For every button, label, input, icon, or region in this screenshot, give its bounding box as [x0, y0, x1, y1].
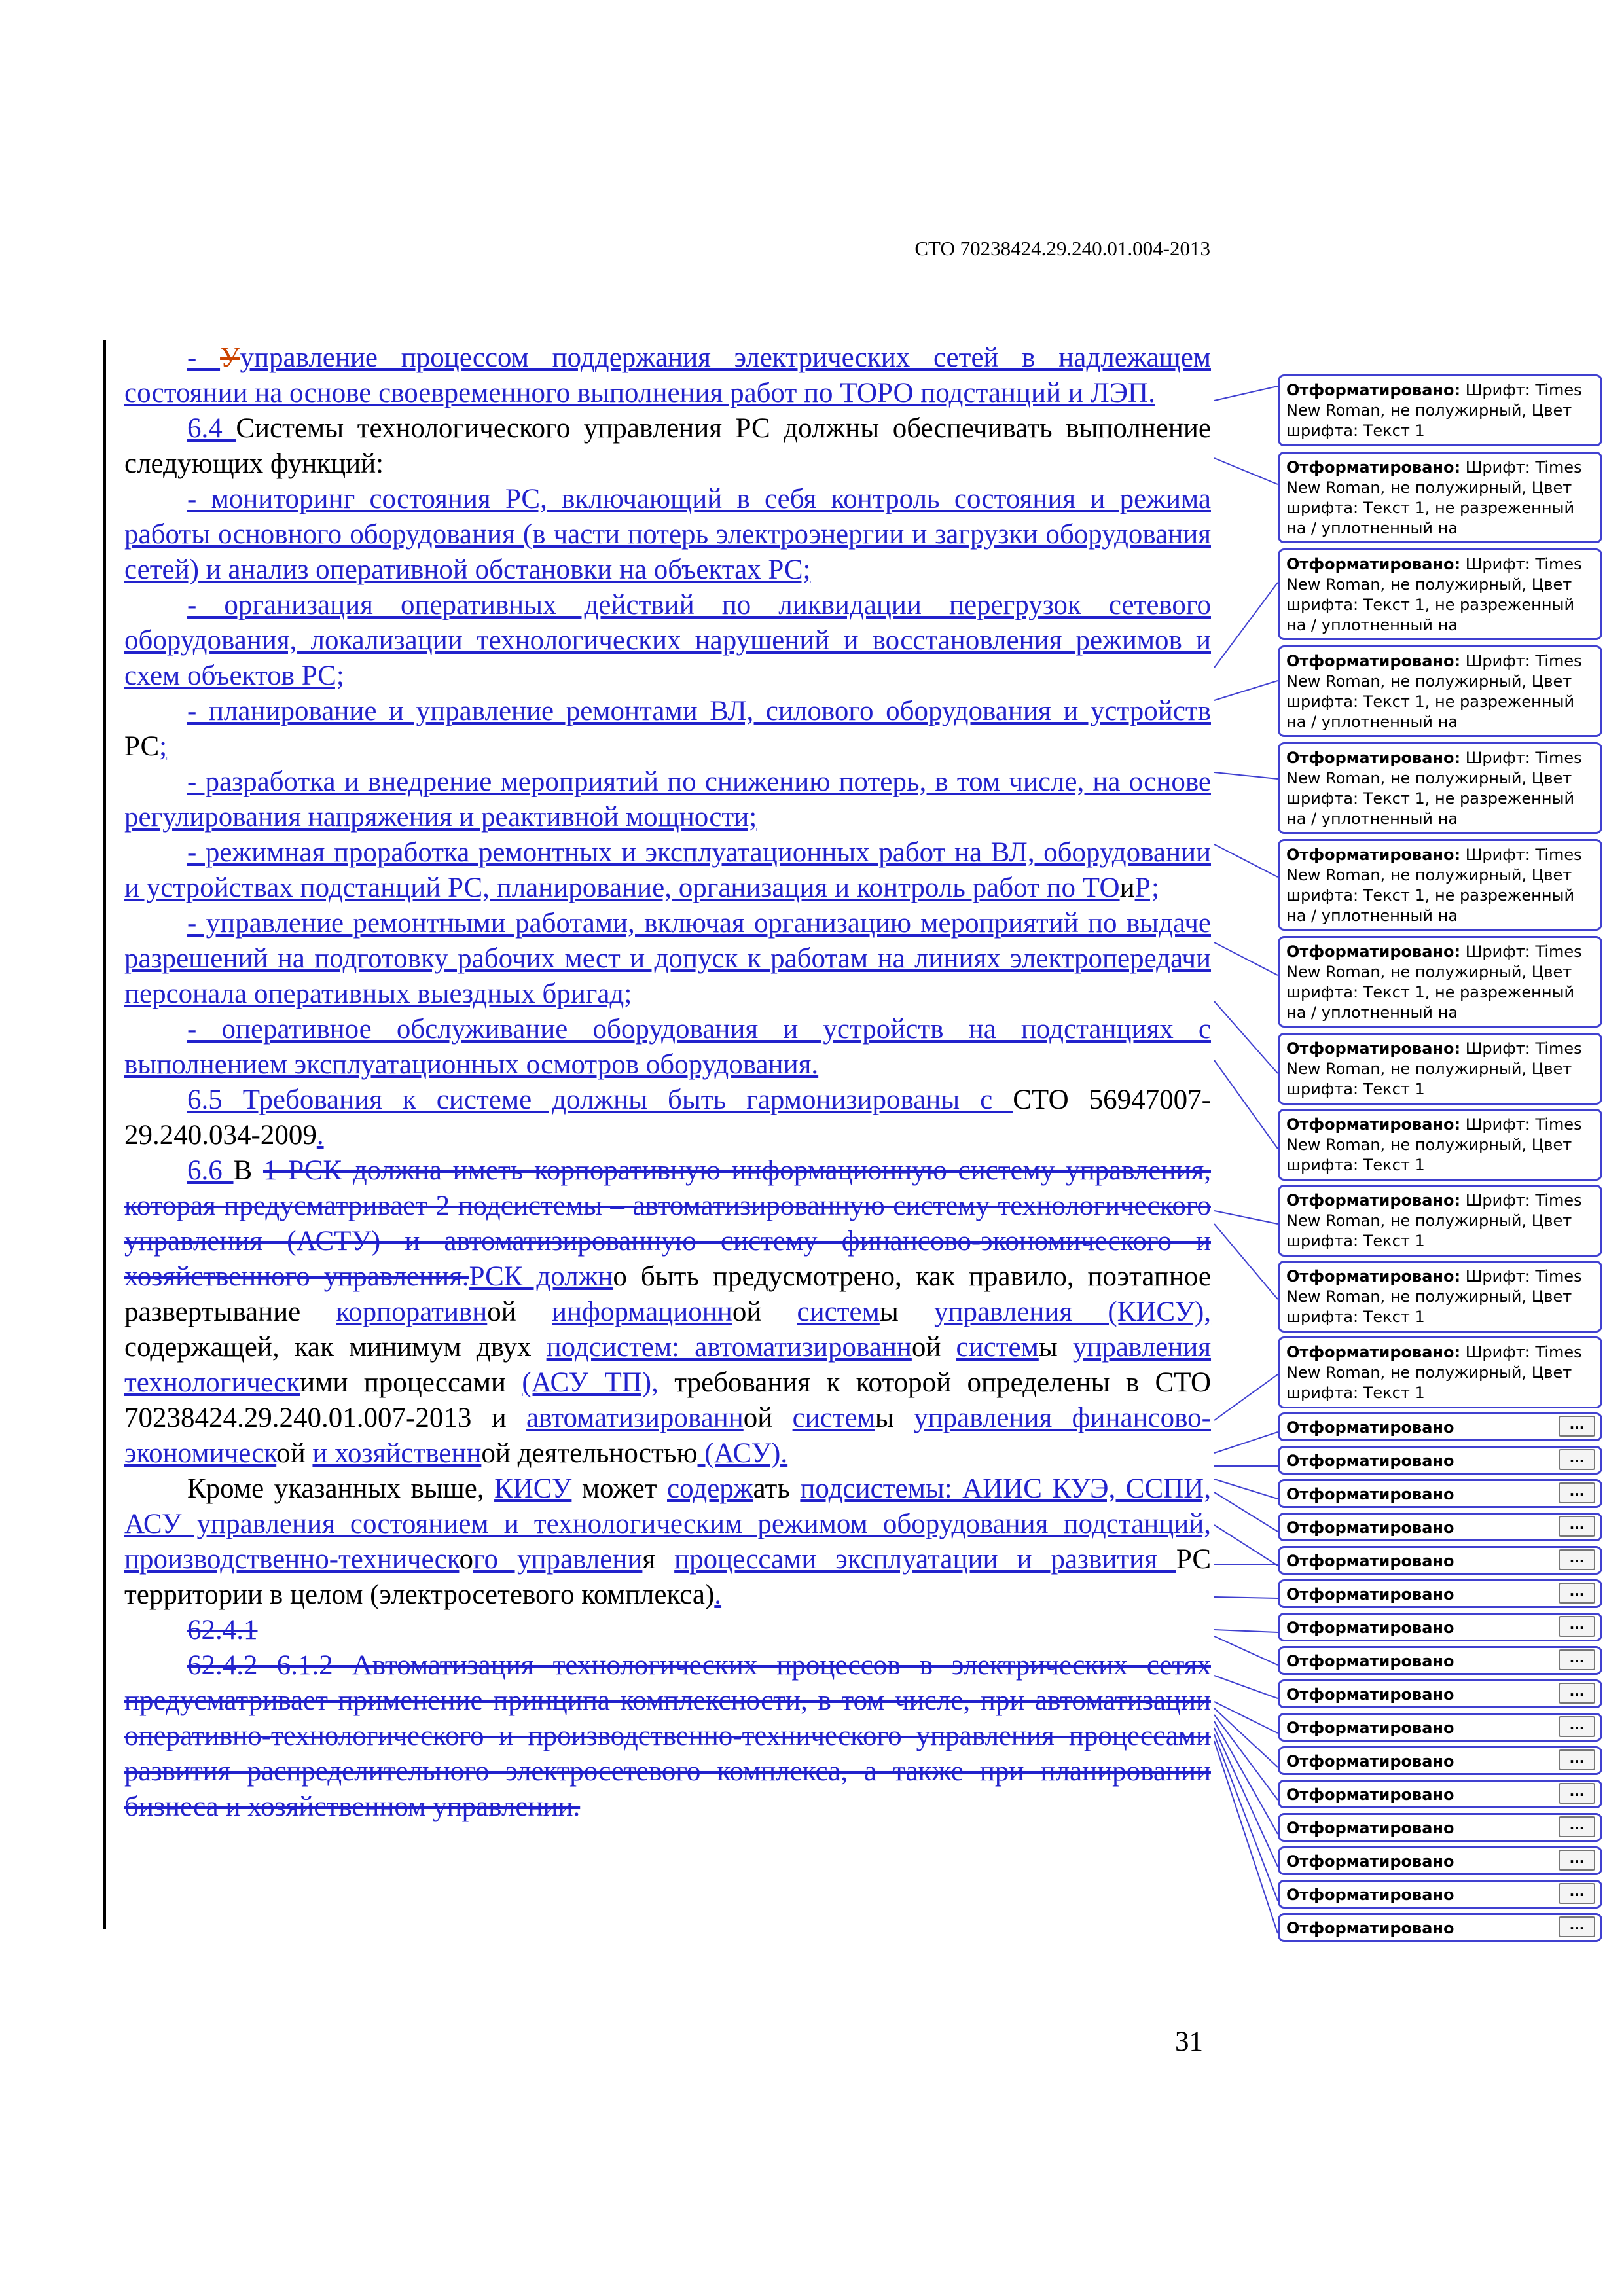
more-button[interactable]: ... — [1559, 1850, 1595, 1871]
balloon-label: Отформатировано: — [1286, 1343, 1461, 1361]
balloon-text: Шрифт: Times New Roman, не полужирный, Цвет шрифта: Текст 1, не разреженный на / уплотненный на — [1286, 749, 1582, 828]
plain-text: может — [571, 1473, 667, 1504]
inserted-text: процессами эксплуатации и развития — [674, 1544, 1176, 1575]
balloon-text: Шрифт: Times New Roman, не полужирный, Цвет шрифта: Текст 1, не разреженный на / уплотненный на — [1286, 458, 1582, 537]
plain-text: я — [642, 1544, 675, 1575]
inserted-text: (АСУ). — [697, 1438, 788, 1469]
inserted-text: КИСУ — [494, 1473, 572, 1504]
plain-text: ы — [875, 1403, 914, 1433]
balloon-text: Шрифт: Times New Roman, не полужирный, Цвет шрифта: Текст 1, не разреженный на / уплотненный на — [1286, 555, 1582, 634]
document-header-code: СТО 70238424.29.240.01.004-2013 — [914, 237, 1210, 260]
revision-balloon[interactable] — [1278, 645, 1602, 737]
balloon-text: Шрифт: Times New Roman, не полужирный, Цвет шрифта: Текст 1 — [1286, 381, 1582, 440]
inserted-text: го управлени — [473, 1544, 643, 1575]
balloon-label: Отформатировано: — [1286, 1191, 1461, 1210]
balloon-label: Отформатировано — [1286, 1919, 1454, 1937]
revision-balloon-collapsed[interactable] — [1278, 1880, 1602, 1909]
revision-balloon-collapsed[interactable] — [1278, 1613, 1602, 1641]
balloon-label: Отформатировано — [1286, 1652, 1454, 1670]
plain-text: ой — [743, 1403, 793, 1433]
inserted-text: содерж — [667, 1473, 753, 1504]
revision-balloon-collapsed[interactable] — [1278, 1746, 1602, 1775]
inserted-text: управления технологическ — [124, 1332, 1212, 1398]
balloon-label: Отформатировано: — [1286, 846, 1461, 864]
plain-text: и — [1119, 872, 1135, 903]
plain-text: В — [233, 1155, 263, 1186]
deleted-text: 62.4.2 6.1.2 Автоматизация технологических процессов в электрических сетях предусматривает применение принципа комплексности, в том числе, при автоматизации оперативно-технологического и производственно-технического управления процессами развития распределительного электросетевого комплекса, а также при планировании бизнеса и хозяйственном управлении. — [124, 1650, 1211, 1822]
list-item-regime — [124, 835, 1211, 906]
revision-balloon[interactable] — [1278, 839, 1602, 931]
list-item-operations — [124, 1012, 1211, 1083]
plain-text: ой — [732, 1297, 797, 1327]
page-number: 31 — [1175, 2026, 1203, 2057]
inserted-text: и хозяйственн — [312, 1438, 482, 1469]
plain-text: требования к которой определены в СТО 70238424.29.240.01.007-2013 и — [124, 1367, 1211, 1433]
deleted-text: 62.4.1 — [187, 1615, 258, 1645]
more-button[interactable]: ... — [1559, 1649, 1595, 1670]
plain-text: РС — [124, 731, 160, 762]
revision-balloon-collapsed[interactable] — [1278, 1679, 1602, 1708]
revision-balloon-collapsed[interactable] — [1278, 1846, 1602, 1875]
balloon-label: Отформатировано — [1286, 1585, 1454, 1604]
balloon-label: Отформатировано — [1286, 1685, 1454, 1704]
balloon-label: Отформатировано: — [1286, 555, 1461, 573]
paragraph-text: Системы технологического управления РС должны обеспечивать выполнение следующих функций: — [124, 413, 1212, 479]
balloon-label: Отформатировано — [1286, 1819, 1454, 1837]
inserted-text: 6.5 Требования к системе должны быть гармонизированы с — [187, 1085, 1013, 1115]
balloon-label: Отформатировано: — [1286, 652, 1461, 670]
inserted-text: - оперативное обслуживание оборудования и устройств на подстанциях с выполнением эксплуатационных осмотров оборудования. — [124, 1014, 1211, 1080]
balloon-label: Отформатировано — [1286, 1485, 1454, 1503]
plain-text: Кроме указанных выше, — [187, 1473, 495, 1504]
plain-text: ой деятельностью — [481, 1438, 698, 1469]
inserted-text: - разработка и внедрение мероприятий по снижению потерь, в том числе, на основе регулирования напряжения и реактивной мощности; — [124, 766, 1211, 833]
revision-balloon-collapsed[interactable] — [1278, 1479, 1602, 1508]
paragraph-6-5 — [124, 1083, 1211, 1153]
revision-balloon-collapsed[interactable] — [1278, 1513, 1602, 1541]
inserted-text: ; — [159, 731, 168, 762]
balloon-text: Шрифт: Times New Roman, не полужирный, Цвет шрифта: Текст 1 — [1286, 1039, 1582, 1098]
revision-balloon-collapsed[interactable] — [1278, 1646, 1602, 1675]
inserted-text: . — [714, 1579, 722, 1610]
inserted-text: (АСУ ТП), — [522, 1367, 659, 1398]
balloon-label: Отформатировано — [1286, 1852, 1454, 1871]
balloon-text: Шрифт: Times New Roman, не полужирный, Цвет шрифта: Текст 1 — [1286, 1115, 1582, 1174]
balloon-label: Отформатировано — [1286, 1719, 1454, 1737]
plain-text: содержащей, как минимум двух — [124, 1332, 547, 1363]
revision-balloon-collapsed[interactable] — [1278, 1579, 1602, 1608]
more-button[interactable]: ... — [1559, 1816, 1595, 1837]
paragraph-kisu — [124, 1471, 1211, 1613]
more-button[interactable]: ... — [1559, 1783, 1595, 1804]
list-item-organization — [124, 588, 1211, 694]
balloon-label: Отформатировано — [1286, 1752, 1454, 1770]
revision-balloon[interactable] — [1278, 1033, 1602, 1105]
section-number: 6.6 — [187, 1155, 234, 1186]
balloon-label: Отформатировано: — [1286, 1267, 1461, 1285]
more-button[interactable]: ... — [1559, 1516, 1595, 1537]
balloon-label: Отформатировано — [1286, 1552, 1454, 1570]
inserted-text: систем — [956, 1332, 1039, 1363]
plain-text: СТО 56947007-29.240.034-2009 — [124, 1085, 1211, 1151]
revision-balloon[interactable] — [1278, 936, 1602, 1028]
inserted-text: - планирование и управление ремонтами ВЛ, силового оборудования и устройств — [187, 696, 1211, 726]
dash: - — [187, 342, 221, 373]
more-button[interactable]: ... — [1559, 1616, 1595, 1637]
paragraph-6-4 — [124, 411, 1211, 482]
inserted-text: систем — [797, 1297, 880, 1327]
plain-text: ы — [879, 1297, 934, 1327]
plain-text: о быть предусмотрено, как правило, поэтапное развертывание — [124, 1261, 1211, 1327]
revision-balloon[interactable] — [1278, 1261, 1602, 1333]
deleted-letter: У — [220, 342, 240, 373]
deleted-paragraph-62-4-2 — [124, 1648, 1211, 1825]
inserted-text: Р; — [1134, 872, 1160, 903]
balloon-label: Отформатировано — [1286, 1886, 1454, 1904]
revision-balloon[interactable] — [1278, 1185, 1602, 1257]
more-button[interactable]: ... — [1559, 1583, 1595, 1604]
more-button[interactable]: ... — [1559, 1683, 1595, 1704]
revision-balloon-collapsed[interactable] — [1278, 1546, 1602, 1575]
more-button[interactable]: ... — [1559, 1549, 1595, 1570]
balloon-label: Отформатировано — [1286, 1418, 1454, 1437]
revision-balloon[interactable] — [1278, 452, 1602, 543]
balloon-label: Отформатировано — [1286, 1452, 1454, 1470]
inserted-text: управления финансово-экономическ — [124, 1403, 1211, 1469]
inserted-text: подсистем: автоматизированн — [546, 1332, 912, 1363]
inserted-text: информационн — [552, 1297, 732, 1327]
balloon-label: Отформатировано: — [1286, 749, 1461, 767]
revision-balloon-collapsed[interactable] — [1278, 1913, 1602, 1942]
document-body — [124, 340, 1211, 1825]
revision-balloon-collapsed[interactable] — [1278, 1813, 1602, 1842]
revision-balloon[interactable] — [1278, 374, 1602, 446]
more-button[interactable]: ... — [1559, 1416, 1595, 1437]
balloon-text: Шрифт: Times New Roman, не полужирный, Цвет шрифта: Текст 1 — [1286, 1267, 1582, 1326]
more-button[interactable]: ... — [1559, 1749, 1595, 1770]
inserted-text: управление процессом поддержания электрических сетей в надлежащем состоянии на основе своевременного выполнения работ по ТОРО подстанций и ЛЭП. — [124, 342, 1211, 408]
inserted-text: РСК должн — [469, 1261, 613, 1292]
plain-text: ать — [753, 1473, 801, 1504]
balloon-label: Отформатировано: — [1286, 381, 1461, 399]
balloon-label: Отформатировано: — [1286, 1039, 1461, 1058]
balloon-text: Шрифт: Times New Roman, не полужирный, Цвет шрифта: Текст 1 — [1286, 1191, 1582, 1250]
inserted-text: . — [316, 1120, 324, 1151]
plain-text: ими процессами — [300, 1367, 522, 1398]
more-button[interactable]: ... — [1559, 1883, 1595, 1904]
balloon-label: Отформатировано: — [1286, 1115, 1461, 1134]
balloon-text: Шрифт: Times New Roman, не полужирный, Цвет шрифта: Текст 1, не разреженный на / уплотненный на — [1286, 846, 1582, 925]
more-button[interactable]: ... — [1559, 1482, 1595, 1503]
revision-balloon[interactable] — [1278, 548, 1602, 640]
deleted-heading-62-4-1 — [124, 1613, 1211, 1648]
inserted-text: - мониторинг состояния РС, включающий в себя контроль состояния и режима работы основного оборудования (в части потерь электроэнергии и загрузки оборудования сетей) и анализ оперативной обстановки на объектах РС; — [124, 484, 1211, 585]
revision-balloon-collapsed[interactable] — [1278, 1446, 1602, 1475]
list-item-planning — [124, 694, 1211, 764]
plain-text: ы — [1038, 1332, 1073, 1363]
revision-balloon-collapsed[interactable] — [1278, 1412, 1602, 1441]
balloon-label: Отформатировано: — [1286, 942, 1461, 961]
balloon-label: Отформатировано: — [1286, 458, 1461, 476]
revision-balloon[interactable] — [1278, 742, 1602, 834]
change-bar — [103, 340, 106, 1929]
more-button[interactable]: ... — [1559, 1916, 1595, 1937]
balloon-text: Шрифт: Times New Roman, не полужирный, Цвет шрифта: Текст 1, не разреженный на / уплотненный на — [1286, 942, 1582, 1022]
deleted-text: 1 РСК должна иметь корпоративную информационную систему управления, которая предусматривает 2 подсистемы – автоматизированную систему технологического управления (АСТУ) и автоматизированную систему финансово-экономического и хозяйственного управления. — [124, 1155, 1211, 1292]
plain-text: ой — [276, 1438, 313, 1469]
inserted-text: - управление ремонтными работами, включая организацию мероприятий по выдаче разрешений на подготовку рабочих мест и допуск к работам на линиях электропередачи персонала оперативных выездных бригад; — [124, 908, 1211, 1009]
balloon-text: Шрифт: Times New Roman, не полужирный, Цвет шрифта: Текст 1, не разреженный на / уплотненный на — [1286, 652, 1582, 731]
list-item-losses — [124, 764, 1211, 835]
list-item-repairs — [124, 906, 1211, 1012]
paragraph-1 — [124, 340, 1211, 411]
balloon-label: Отформатировано — [1286, 1785, 1454, 1804]
balloon-text: Шрифт: Times New Roman, не полужирный, Цвет шрифта: Текст 1 — [1286, 1343, 1582, 1402]
section-number: 6.4 — [187, 413, 236, 444]
plain-text: о — [459, 1544, 473, 1575]
more-button[interactable]: ... — [1559, 1716, 1595, 1737]
revision-balloon[interactable] — [1278, 1109, 1602, 1181]
inserted-text: - организация оперативных действий по ликвидации перегрузок сетевого оборудования, локализации технологических нарушений и восстановления режимов и схем объектов РС; — [124, 590, 1211, 691]
more-button[interactable]: ... — [1559, 1449, 1595, 1470]
inserted-text: систем — [792, 1403, 875, 1433]
revision-balloon[interactable] — [1278, 1336, 1602, 1408]
inserted-text: - режимная проработка ремонтных и эксплуатационных работ на ВЛ, оборудовании и устройствах подстанций РС, планирование, организация и контроль работ по ТО — [124, 837, 1211, 903]
inserted-text: корпоративн — [336, 1297, 488, 1327]
paragraph-6-6 — [124, 1153, 1211, 1471]
inserted-text: автоматизированн — [526, 1403, 744, 1433]
balloon-label: Отформатировано — [1286, 1619, 1454, 1637]
plain-text: РС территории в целом (электросетевого комплекса) — [124, 1544, 1212, 1610]
list-item-monitoring — [124, 482, 1211, 588]
inserted-text: подсистемы: АИИС КУЭ, ССПИ, АСУ управления состоянием и технологическим режимом оборудования подстанций, производственно-техническ — [124, 1473, 1211, 1575]
revision-balloon-collapsed[interactable] — [1278, 1780, 1602, 1808]
plain-text: ой — [911, 1332, 956, 1363]
inserted-text: управления (КИСУ), — [933, 1297, 1212, 1327]
revision-balloon-collapsed[interactable] — [1278, 1713, 1602, 1742]
balloon-label: Отформатировано — [1286, 1518, 1454, 1537]
plain-text: ой — [487, 1297, 552, 1327]
